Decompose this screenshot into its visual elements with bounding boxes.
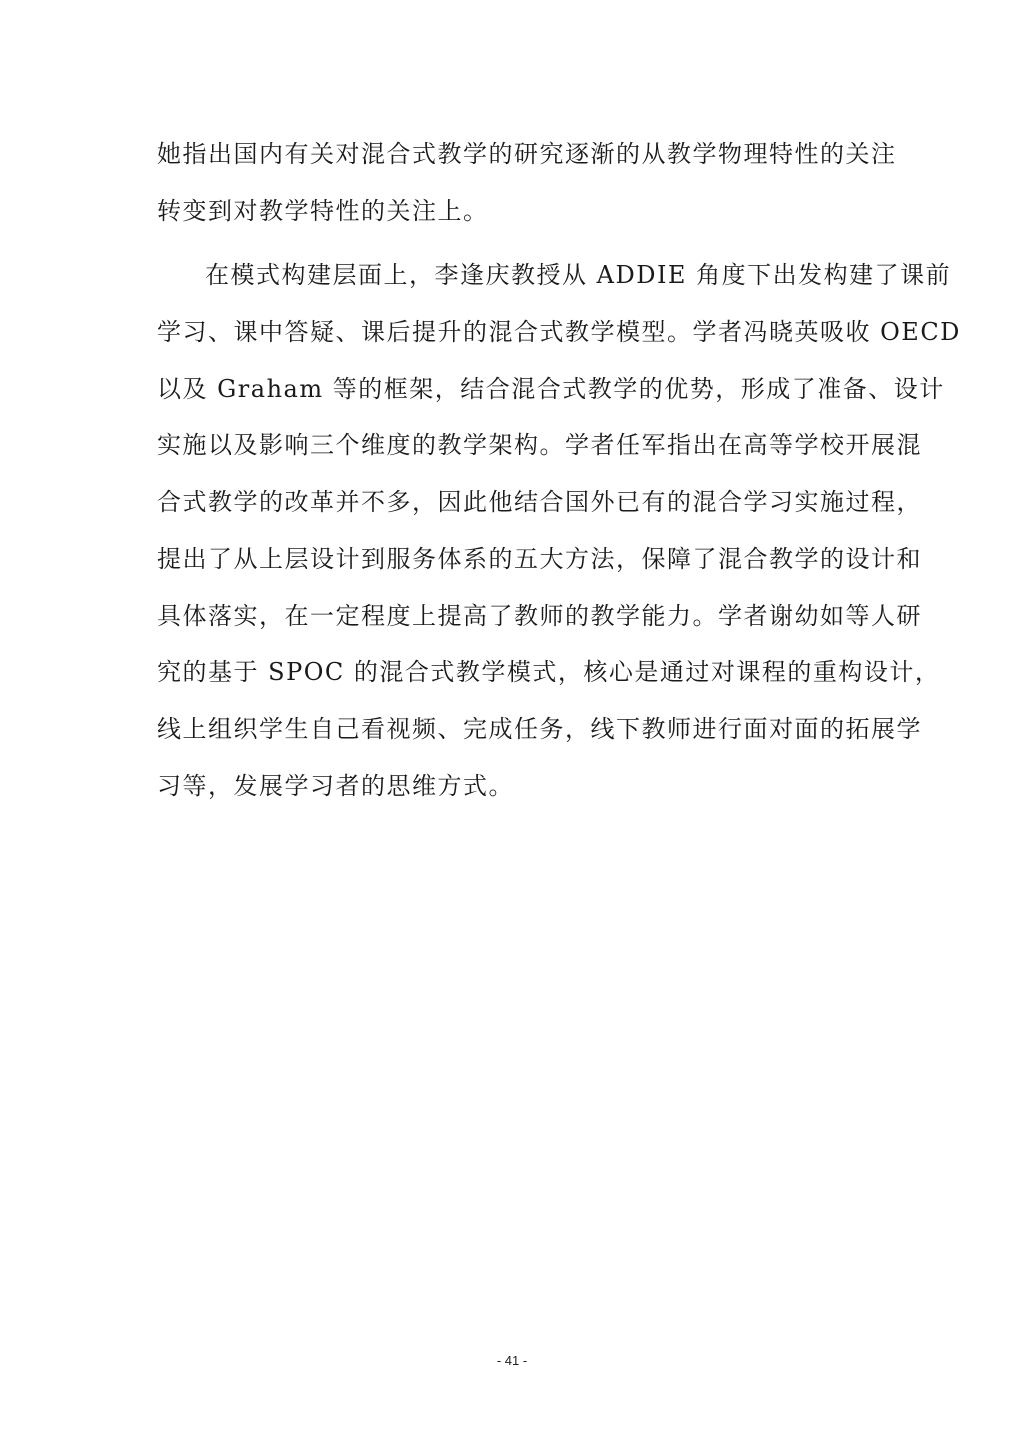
text-line: 合式教学的改革并不多，因此他结合国外已有的混合学习实施过程， [157,488,922,517]
text-line: 具体落实，在一定程度上提高了教师的教学能力。学者谢幼如等人研 [157,601,922,630]
text-line: 在模式构建层面上，李逢庆教授从 ADDIE 角度下出发构建了课前 [205,261,952,290]
text-line: 究的基于 SPOC 的混合式教学模式，核心是通过对课程的重构设计， [157,658,941,687]
body-text [157,126,961,814]
text-line: 她指出国内有关对混合式教学的研究逐渐的从教学物理特性的关注 [157,140,897,168]
text-line: 提出了从上层设计到服务体系的五大方法，保障了混合教学的设计和 [157,544,922,573]
text-line: 实施以及影响三个维度的教学架构。学者任军指出在高等学校开展混 [157,431,922,460]
text-line: 以及 Graham 等的框架，结合混合式教学的优势，形成了准备、设计 [157,374,945,403]
text-line: 学习、课中答疑、课后提升的混合式教学模型。学者冯晓英吸收 OECD [157,318,961,347]
text-line: 转变到对教学特性的关注上。 [157,196,489,225]
text-line: 习等，发展学习者的思维方式。 [157,771,514,800]
paragraph-1 [157,126,897,239]
page-number: - 41 - [496,1353,528,1368]
text-line: 线上组织学生自己看视频、完成任务，线下教师进行面对面的拓展学 [157,714,922,743]
paragraph-2 [157,247,961,814]
